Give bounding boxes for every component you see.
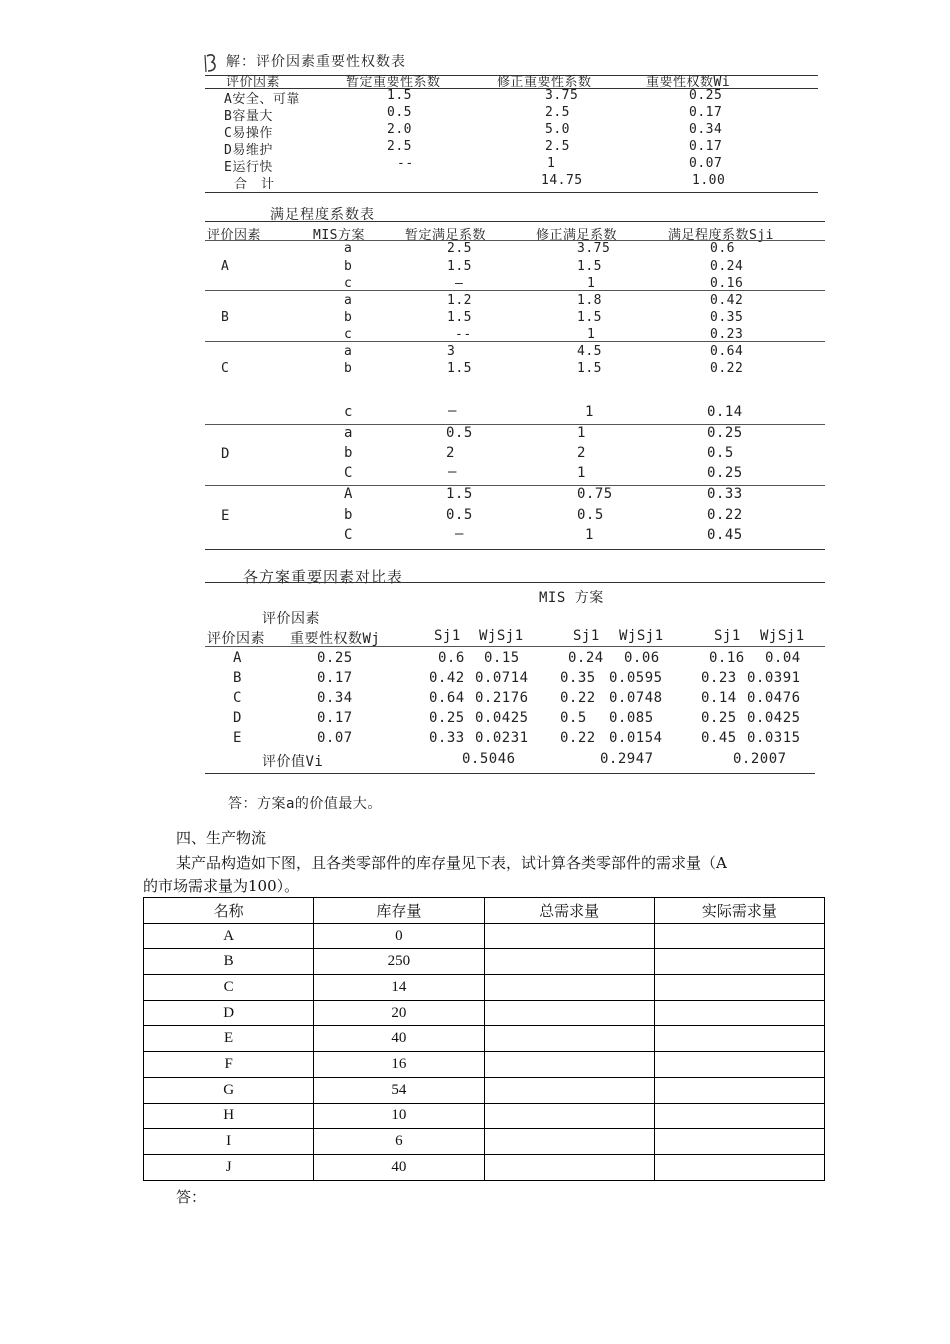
inventory-table (143, 897, 825, 1181)
table-row: E 40 (144, 1026, 825, 1052)
weights-header-weight: 重要性权数Wi (646, 75, 731, 90)
column-header-name: 名称 (144, 898, 314, 924)
final-answer-label: 答： (176, 1188, 207, 1206)
table-row: D 20 (144, 1000, 825, 1026)
scan-answer: 答：方案a的价值最大。 (228, 796, 382, 812)
handwritten-mark-icon (203, 52, 221, 74)
table-row: I 6 (144, 1129, 825, 1155)
satisfaction-table-title: 满足程度系数表 (270, 207, 375, 223)
table-row: C 14 (144, 975, 825, 1001)
table-row: H 10 (144, 1103, 825, 1129)
section-heading: 四、生产物流 (176, 829, 267, 847)
weights-header-tentative: 暂定重要性系数 (346, 75, 441, 90)
table-row: A 0 (144, 923, 825, 949)
factor-label: C (221, 361, 230, 376)
comparison-table-title: 各方案重要因素对比表 (243, 568, 404, 586)
column-header-total-demand: 总需求量 (484, 898, 654, 924)
factor-label: B (221, 310, 230, 325)
question-text-line-2: 的市场需求量为100）。 (143, 877, 300, 895)
column-header-actual-demand: 实际需求量 (654, 898, 824, 924)
weights-table-title: 解：评价因素重要性权数表 (226, 54, 406, 70)
table-row: F 16 (144, 1052, 825, 1078)
factor-label: E (221, 508, 230, 524)
column-header-stock: 库存量 (314, 898, 484, 924)
table-row: G 54 (144, 1077, 825, 1103)
table-row: J 40 (144, 1154, 825, 1180)
factor-label: A (221, 259, 230, 274)
question-text-line-1: 某产品构造如下图，且各类零部件的库存量见下表，试计算各类零部件的需求量（A (176, 854, 727, 872)
table-row: B 250 (144, 949, 825, 975)
weights-header-revised: 修正重要性系数 (497, 75, 592, 90)
factor-label: D (221, 446, 230, 462)
weights-header-factor: 评价因素 (226, 75, 281, 90)
table-header-row (144, 898, 825, 924)
